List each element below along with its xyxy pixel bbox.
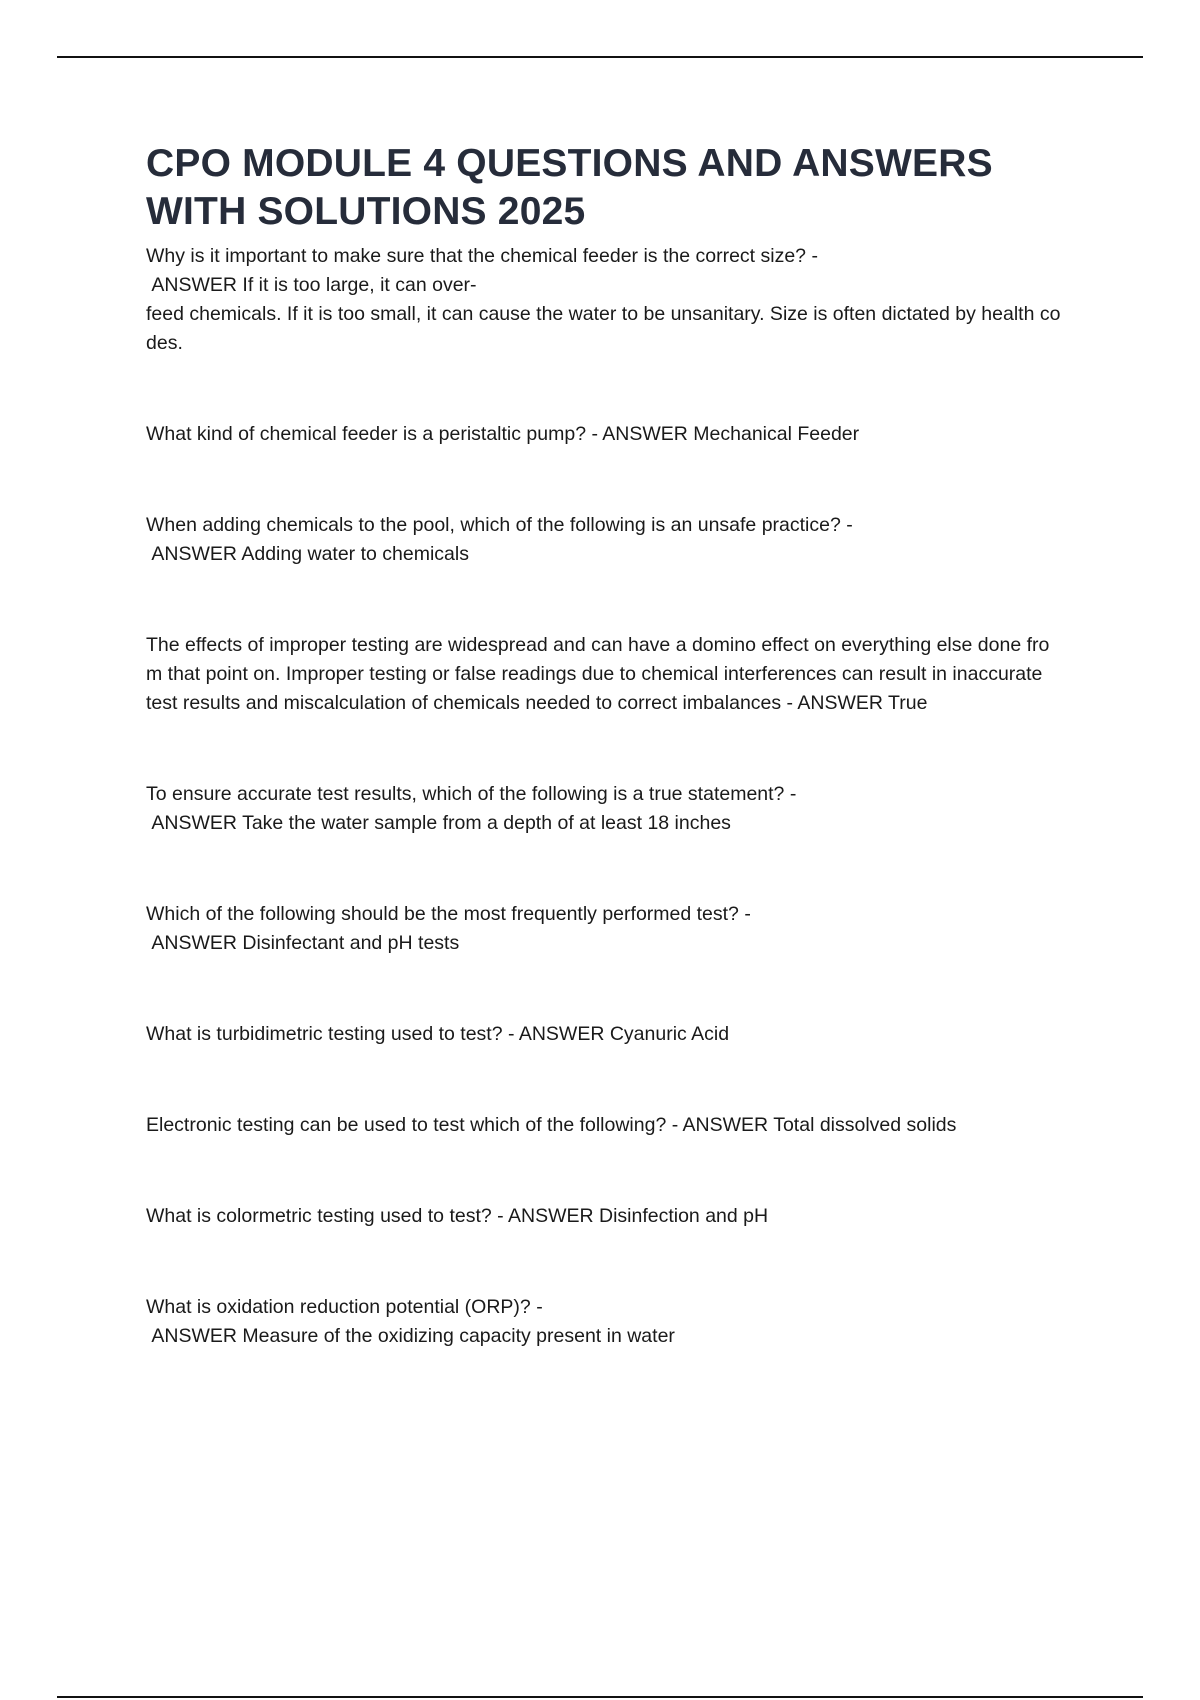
- title-line-1: CPO MODULE 4 QUESTIONS AND ANSWERS: [146, 142, 993, 185]
- qa-item-8: [146, 1111, 1096, 1140]
- qa-line: ANSWER Measure of the oxidizing capacity present in water: [146, 1325, 675, 1347]
- qa-line: ANSWER Take the water sample from a depth of at least 18 inches: [146, 812, 731, 834]
- qa-line: What kind of chemical feeder is a peristaltic pump? - ANSWER Mechanical Feeder: [146, 423, 860, 445]
- qa-line: feed chemicals. If it is too small, it can cause the water to be unsanitary. Size is often dictated by health co: [146, 303, 1061, 325]
- qa-item-9: [146, 1202, 1096, 1231]
- title-line-2: WITH SOLUTIONS 2025: [146, 190, 586, 233]
- qa-item-4: [146, 631, 1096, 718]
- top-divider: [57, 56, 1143, 58]
- qa-item-3: [146, 511, 1096, 569]
- qa-item-6: [146, 900, 1096, 958]
- document-body: [146, 140, 1096, 1351]
- qa-line: des.: [146, 332, 183, 354]
- qa-item-5: [146, 780, 1096, 838]
- qa-line: The effects of improper testing are widespread and can have a domino effect on everything else done fro: [146, 634, 1050, 656]
- qa-line: ANSWER Adding water to chemicals: [146, 543, 469, 565]
- qa-line: test results and miscalculation of chemicals needed to correct imbalances - ANSWER True: [146, 692, 928, 714]
- qa-line: What is turbidimetric testing used to test? - ANSWER Cyanuric Acid: [146, 1023, 730, 1045]
- qa-line: To ensure accurate test results, which of the following is a true statement? -: [146, 783, 797, 805]
- qa-line: What is oxidation reduction potential (ORP)? -: [146, 1296, 543, 1318]
- qa-item-2: [146, 420, 1096, 449]
- qa-line: When adding chemicals to the pool, which of the following is an unsafe practice? -: [146, 514, 853, 536]
- page-title: [146, 140, 1096, 236]
- qa-line: m that point on. Improper testing or false readings due to chemical interferences can result in inaccurate: [146, 663, 1043, 685]
- qa-line: ANSWER If it is too large, it can over-: [146, 274, 477, 296]
- qa-item-1: [146, 242, 1096, 358]
- bottom-divider: [57, 1696, 1143, 1698]
- qa-item-10: [146, 1293, 1096, 1351]
- qa-line: Why is it important to make sure that the chemical feeder is the correct size? -: [146, 245, 818, 267]
- qa-line: What is colormetric testing used to test? - ANSWER Disinfection and pH: [146, 1205, 769, 1227]
- qa-line: ANSWER Disinfectant and pH tests: [146, 932, 460, 954]
- qa-line: Electronic testing can be used to test which of the following? - ANSWER Total dissolved solids: [146, 1114, 957, 1136]
- qa-item-7: [146, 1020, 1096, 1049]
- qa-line: Which of the following should be the most frequently performed test? -: [146, 903, 751, 925]
